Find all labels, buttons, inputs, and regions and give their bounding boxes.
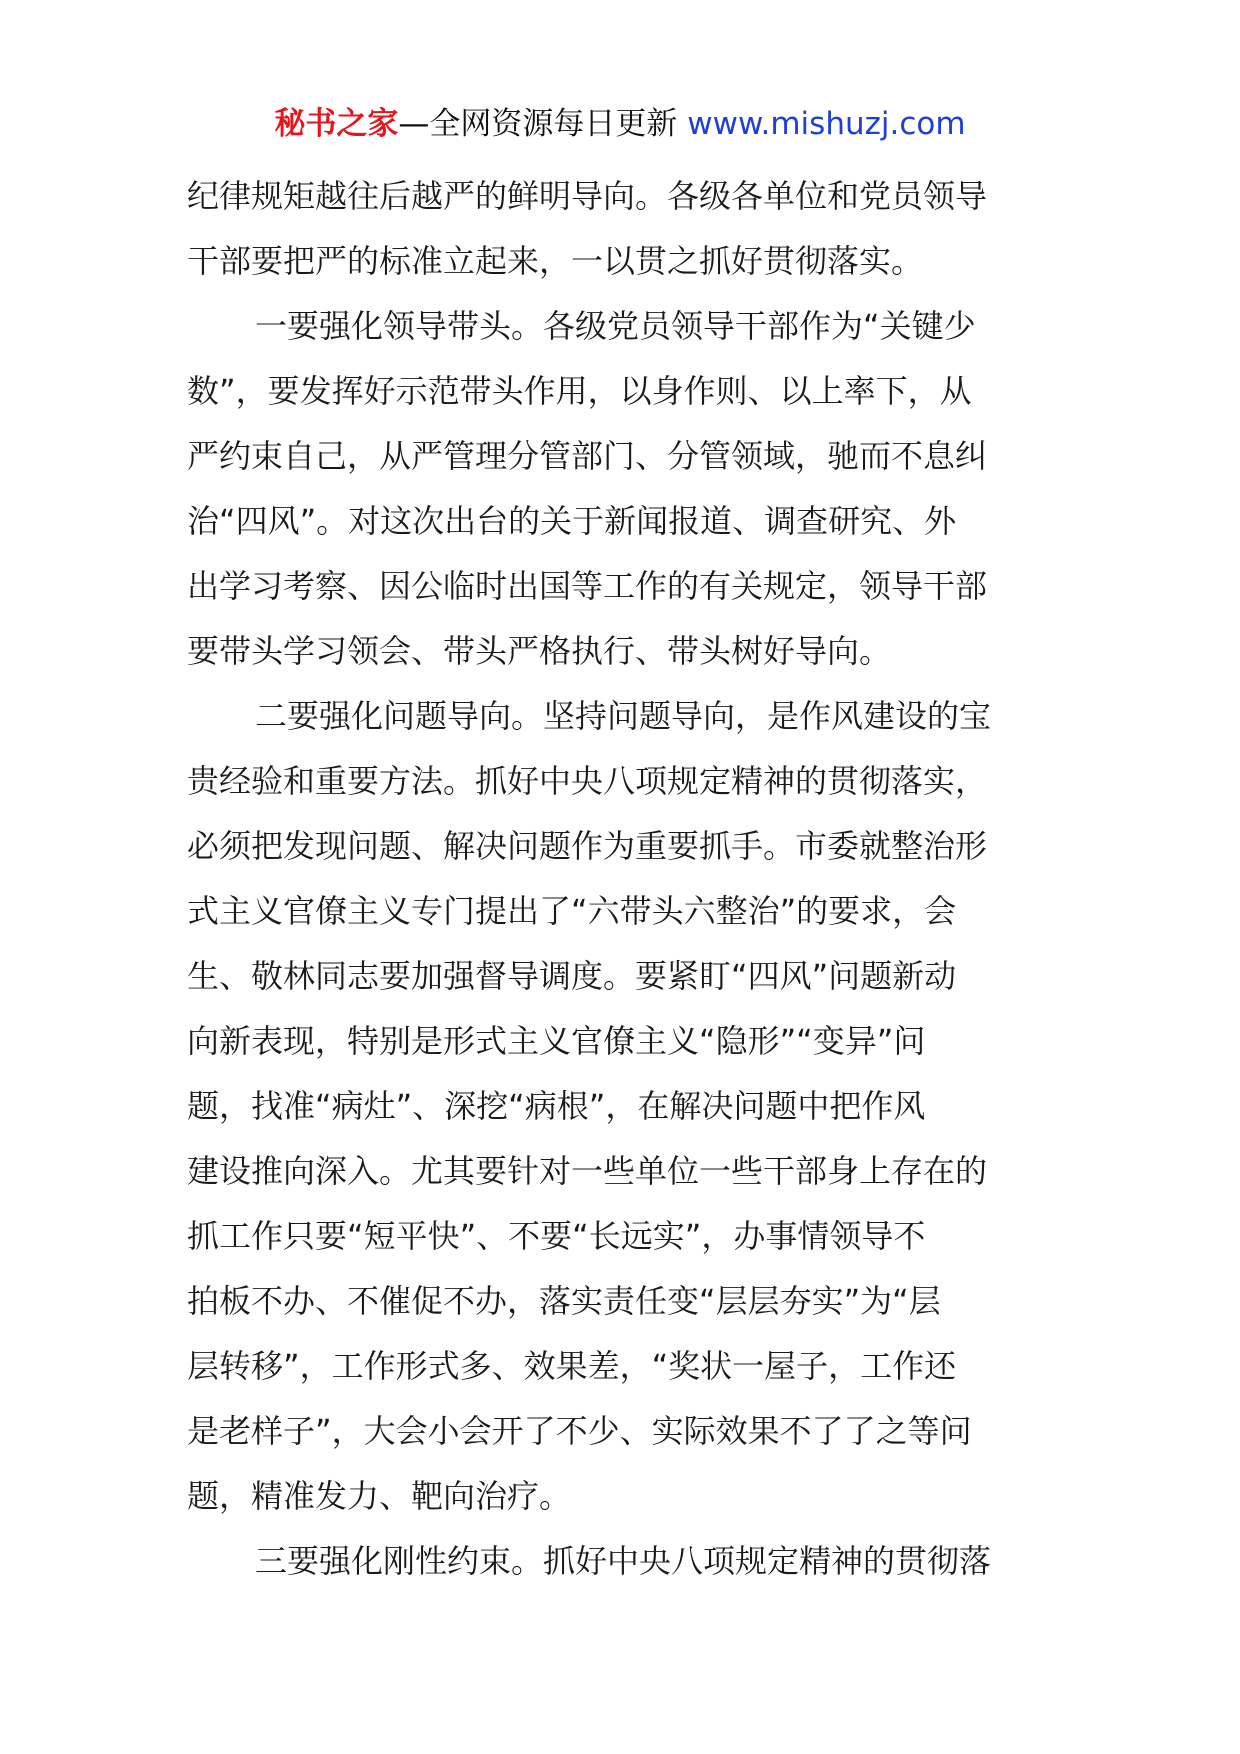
text-line: 贵经验和重要方法。抓好中央八项规定精神的贯彻落实， — [187, 762, 988, 800]
header-url[interactable]: www.mishuzj.com — [687, 106, 966, 142]
header-brand: 秘书之家 — [274, 106, 399, 142]
text-line: 题，精准发力、靶向治疗。 — [187, 1477, 572, 1515]
text-line: 建设推向深入。尤其要针对一些单位一些干部身上存在的 — [187, 1152, 988, 1190]
text-line: 抓工作只要“短平快”、不要“长远实”，办事情领导不 — [187, 1217, 926, 1255]
text-line: 拍板不办、不催促不办，落实责任变“层层夯实”为“层 — [187, 1282, 941, 1320]
text-line: 题，找准“病灶”、深挖“病根”，在解决问题中把作风 — [187, 1087, 926, 1125]
text-line: 向新表现，特别是形式主义官僚主义“隐形”“变异”问 — [187, 1022, 926, 1060]
text-line: 是老样子”，大会小会开了不少、实际效果不了了之等问 — [187, 1412, 972, 1450]
text-line: 干部要把严的标准立起来，一以贯之抓好贯彻落实。 — [187, 242, 924, 280]
text-line: 一要强化领导带头。各级党员领导干部作为“关键少 — [255, 307, 976, 345]
text-line: 二要强化问题导向。坚持问题导向，是作风建设的宝 — [255, 697, 992, 735]
text-line: 出学习考察、因公临时出国等工作的有关规定，领导干部 — [187, 567, 988, 605]
text-line: 三要强化刚性约束。抓好中央八项规定精神的贯彻落 — [255, 1542, 992, 1580]
page-header — [0, 104, 1240, 144]
text-line: 严约束自己，从严管理分管部门、分管领域，驰而不息纠 — [187, 437, 988, 475]
text-line: 生、敬林同志要加强督导调度。要紧盯“四风”问题新动 — [187, 957, 957, 995]
text-line: 数”，要发挥好示范带头作用，以身作则、以上率下，从 — [187, 372, 972, 410]
document-body — [187, 164, 1057, 1594]
text-line: 治“四风”。对这次出台的关于新闻报道、调查研究、外 — [187, 502, 957, 540]
text-line: 要带头学习领会、带头严格执行、带头树好导向。 — [187, 632, 892, 670]
text-line: 层转移”，工作形式多、效果差，“奖状一屋子，工作还 — [187, 1347, 957, 1385]
text-line: 式主义官僚主义专门提出了“六带头六整治”的要求，会 — [187, 892, 957, 930]
header-tagline: —全网资源每日更新 — [398, 106, 688, 142]
text-line: 纪律规矩越往后越严的鲜明导向。各级各单位和党员领导 — [187, 177, 988, 215]
text-line: 必须把发现问题、解决问题作为重要抓手。市委就整治形 — [187, 827, 988, 865]
